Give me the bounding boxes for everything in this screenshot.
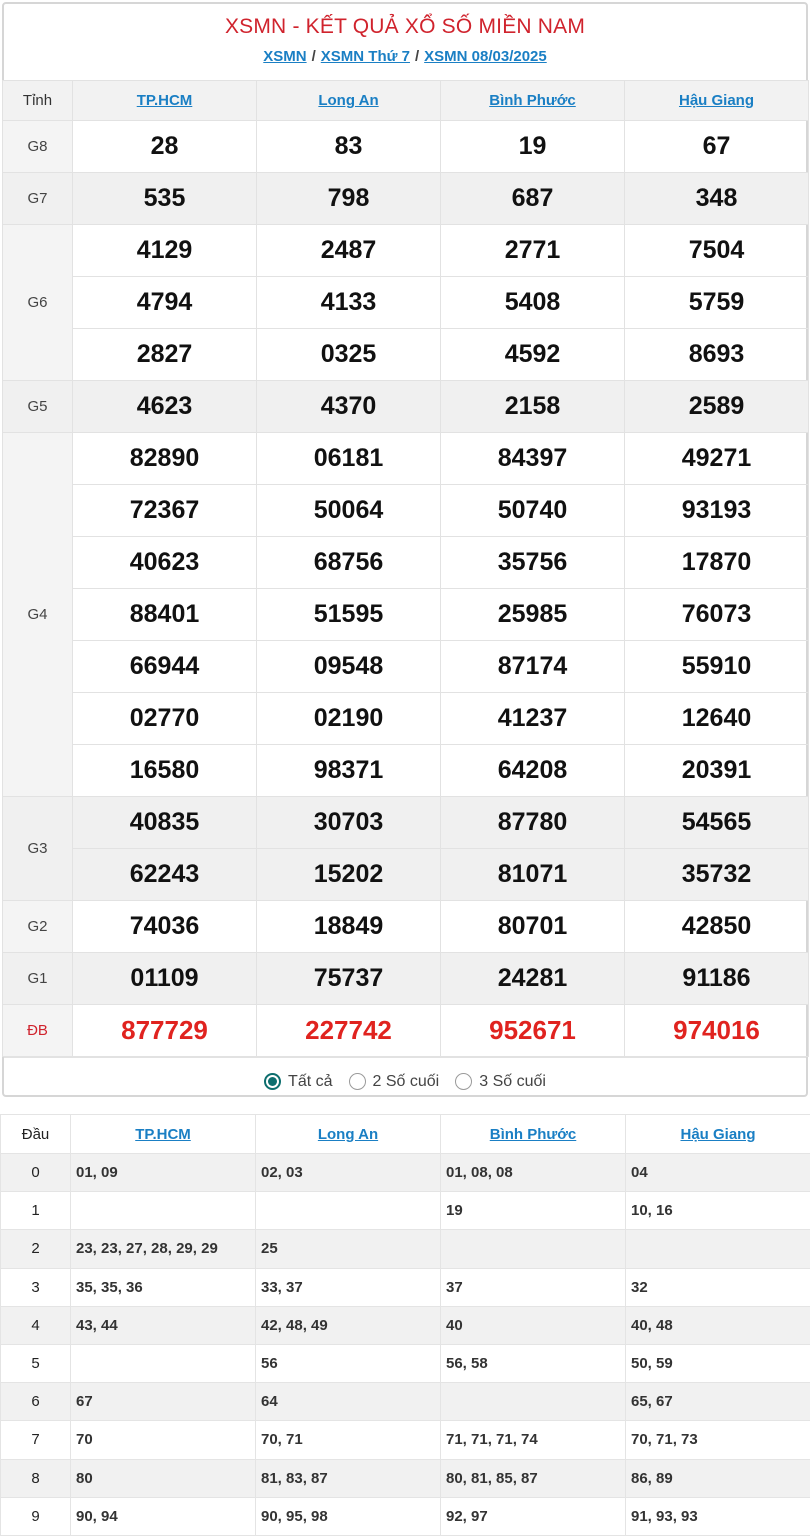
prize-row — [3, 485, 809, 537]
head-digit-row — [1, 1497, 810, 1535]
tail-values: 32 — [626, 1268, 810, 1306]
prize-number: 15202 — [257, 849, 441, 901]
prize-number: 72367 — [73, 485, 257, 537]
prize-row — [3, 433, 809, 485]
province-header — [625, 81, 809, 121]
tail-values: 86, 89 — [626, 1459, 810, 1497]
province-header — [626, 1115, 810, 1154]
prize-number: 75737 — [257, 953, 441, 1005]
head-digit: 3 — [1, 1268, 71, 1306]
tail-values: 23, 23, 27, 28, 29, 29 — [71, 1230, 256, 1268]
head-digit-row — [1, 1344, 810, 1382]
tail-values: 40, 48 — [626, 1306, 810, 1344]
prize-label: G8 — [3, 121, 73, 173]
tail-values: 40 — [441, 1306, 626, 1344]
province-header — [256, 1115, 441, 1154]
head-digit-row — [1, 1192, 810, 1230]
digit-filter — [4, 1057, 806, 1105]
tail-values: 70 — [71, 1421, 256, 1459]
breadcrumb-date-link[interactable]: XSMN 08/03/2025 — [424, 48, 547, 65]
prize-number: 5408 — [441, 277, 625, 329]
prize-number: 28 — [73, 121, 257, 173]
head-digit: 0 — [1, 1154, 71, 1192]
province-header — [441, 1115, 626, 1154]
tail-values: 64 — [256, 1383, 441, 1421]
tail-values: 04 — [626, 1154, 810, 1192]
head-digit-body — [1, 1154, 810, 1536]
province-column-label: Tỉnh — [3, 81, 73, 121]
tail-values: 56 — [256, 1344, 441, 1382]
tail-values: 81, 83, 87 — [256, 1459, 441, 1497]
prize-number: 4592 — [441, 329, 625, 381]
radio-unchecked-icon[interactable] — [349, 1073, 366, 1090]
prize-number: 80701 — [441, 901, 625, 953]
head-digit-row — [1, 1230, 810, 1268]
tail-values: 50, 59 — [626, 1344, 810, 1382]
prize-row — [3, 797, 809, 849]
special-prize-number: 974016 — [625, 1005, 809, 1057]
tail-values — [441, 1383, 626, 1421]
prize-row — [3, 537, 809, 589]
prize-number: 20391 — [625, 745, 809, 797]
head-digit: 2 — [1, 1230, 71, 1268]
tail-values: 19 — [441, 1192, 626, 1230]
tail-values: 80, 81, 85, 87 — [441, 1459, 626, 1497]
tail-values — [71, 1192, 256, 1230]
prize-number: 42850 — [625, 901, 809, 953]
filter-option-2-digits[interactable] — [349, 1073, 440, 1091]
prize-row — [3, 121, 809, 173]
prize-number: 4370 — [257, 381, 441, 433]
prize-number: 25985 — [441, 589, 625, 641]
tail-values: 70, 71, 73 — [626, 1421, 810, 1459]
prize-number: 84397 — [441, 433, 625, 485]
special-prize-number: 952671 — [441, 1005, 625, 1057]
results-body — [3, 121, 809, 1057]
prize-number: 82890 — [73, 433, 257, 485]
breadcrumb — [4, 48, 806, 80]
prize-number: 12640 — [625, 693, 809, 745]
prize-number: 91186 — [625, 953, 809, 1005]
tail-values: 25 — [256, 1230, 441, 1268]
province-link-long-an[interactable]: Long An — [318, 92, 378, 109]
head-digit: 7 — [1, 1421, 71, 1459]
tail-values: 80 — [71, 1459, 256, 1497]
province-header — [257, 81, 441, 121]
breadcrumb-separator: / — [312, 48, 316, 65]
prize-number: 687 — [441, 173, 625, 225]
province-header — [73, 81, 257, 121]
head-digit: 1 — [1, 1192, 71, 1230]
breadcrumb-weekday-link[interactable]: XSMN Thứ 7 — [321, 48, 410, 65]
prize-row — [3, 329, 809, 381]
prize-number: 06181 — [257, 433, 441, 485]
page-title: XSMN - KẾT QUẢ XỔ SỐ MIỀN NAM — [4, 4, 806, 48]
prize-label: G6 — [3, 225, 73, 381]
prize-number: 18849 — [257, 901, 441, 953]
prize-number: 348 — [625, 173, 809, 225]
prize-number: 81071 — [441, 849, 625, 901]
prize-number: 74036 — [73, 901, 257, 953]
prize-number: 67 — [625, 121, 809, 173]
prize-number: 93193 — [625, 485, 809, 537]
prize-number: 16580 — [73, 745, 257, 797]
head-digit-row — [1, 1459, 810, 1497]
prize-number: 0325 — [257, 329, 441, 381]
prize-number: 87780 — [441, 797, 625, 849]
tail-values: 35, 35, 36 — [71, 1268, 256, 1306]
prize-row — [3, 849, 809, 901]
tail-values: 91, 93, 93 — [626, 1497, 810, 1535]
prize-row — [3, 589, 809, 641]
head-digit-table — [0, 1114, 810, 1536]
prize-number: 2487 — [257, 225, 441, 277]
prize-number: 7504 — [625, 225, 809, 277]
tail-values: 02, 03 — [256, 1154, 441, 1192]
filter-option-3-digits[interactable] — [455, 1073, 546, 1091]
prize-number: 24281 — [441, 953, 625, 1005]
tail-values — [71, 1344, 256, 1382]
head-digit: 6 — [1, 1383, 71, 1421]
prize-number: 35756 — [441, 537, 625, 589]
province-link-binh-phuoc[interactable]: Bình Phước — [490, 1126, 577, 1143]
province-header — [441, 81, 625, 121]
province-link-hau-giang[interactable]: Hậu Giang — [679, 92, 754, 109]
breadcrumb-xsmn-link[interactable]: XSMN — [263, 48, 306, 65]
filter-option-label: 2 Số cuối — [373, 1073, 440, 1091]
prize-number: 4794 — [73, 277, 257, 329]
prize-number: 2589 — [625, 381, 809, 433]
prize-label: G2 — [3, 901, 73, 953]
special-prize-number: 227742 — [257, 1005, 441, 1057]
tail-values: 56, 58 — [441, 1344, 626, 1382]
breadcrumb-separator: / — [415, 48, 419, 65]
prize-label: ĐB — [3, 1005, 73, 1057]
tail-values: 90, 94 — [71, 1497, 256, 1535]
prize-number: 40623 — [73, 537, 257, 589]
tail-values: 70, 71 — [256, 1421, 441, 1459]
head-digit-row — [1, 1268, 810, 1306]
prize-number: 76073 — [625, 589, 809, 641]
tail-values: 33, 37 — [256, 1268, 441, 1306]
head-digit-row — [1, 1383, 810, 1421]
head-digit-row — [1, 1154, 810, 1192]
head-digit: 4 — [1, 1306, 71, 1344]
prize-row — [3, 901, 809, 953]
prize-label: G7 — [3, 173, 73, 225]
prize-number: 535 — [73, 173, 257, 225]
prize-row — [3, 693, 809, 745]
filter-option-label: Tất cả — [288, 1073, 332, 1091]
tail-values — [626, 1230, 810, 1268]
prize-number: 4133 — [257, 277, 441, 329]
prize-number: 19 — [441, 121, 625, 173]
radio-checked-icon[interactable] — [264, 1073, 281, 1090]
prize-row — [3, 277, 809, 329]
head-digit-header-row — [1, 1115, 810, 1154]
prize-row — [3, 173, 809, 225]
prize-number: 68756 — [257, 537, 441, 589]
radio-unchecked-icon[interactable] — [455, 1073, 472, 1090]
head-digit: 9 — [1, 1497, 71, 1535]
prize-label: G4 — [3, 433, 73, 797]
prize-number: 17870 — [625, 537, 809, 589]
prize-number: 09548 — [257, 641, 441, 693]
tail-values: 67 — [71, 1383, 256, 1421]
prize-number: 98371 — [257, 745, 441, 797]
province-link-tphcm[interactable]: TP.HCM — [137, 92, 193, 109]
province-link-long-an[interactable]: Long An — [318, 1126, 378, 1143]
head-digit-column-label: Đầu — [1, 1115, 71, 1154]
results-table — [2, 80, 809, 1057]
prize-row — [3, 225, 809, 277]
prize-number: 5759 — [625, 277, 809, 329]
tail-values: 90, 95, 98 — [256, 1497, 441, 1535]
prize-label: G5 — [3, 381, 73, 433]
prize-row — [3, 381, 809, 433]
prize-number: 55910 — [625, 641, 809, 693]
province-link-binh-phuoc[interactable]: Bình Phước — [489, 92, 576, 109]
prize-row — [3, 953, 809, 1005]
prize-number: 35732 — [625, 849, 809, 901]
tail-values: 43, 44 — [71, 1306, 256, 1344]
prize-number: 01109 — [73, 953, 257, 1005]
prize-number: 87174 — [441, 641, 625, 693]
prize-number: 2827 — [73, 329, 257, 381]
tail-values: 92, 97 — [441, 1497, 626, 1535]
prize-number: 54565 — [625, 797, 809, 849]
prize-number: 2158 — [441, 381, 625, 433]
prize-label: G3 — [3, 797, 73, 901]
head-digit-row — [1, 1306, 810, 1344]
prize-number: 51595 — [257, 589, 441, 641]
prize-number: 62243 — [73, 849, 257, 901]
tail-values: 01, 08, 08 — [441, 1154, 626, 1192]
prize-number: 50740 — [441, 485, 625, 537]
province-link-hau-giang[interactable]: Hậu Giang — [680, 1126, 755, 1143]
prize-number: 4129 — [73, 225, 257, 277]
prize-row — [3, 1005, 809, 1057]
prize-number: 40835 — [73, 797, 257, 849]
tail-values: 42, 48, 49 — [256, 1306, 441, 1344]
filter-option-all[interactable] — [264, 1073, 332, 1091]
prize-row — [3, 745, 809, 797]
results-card — [2, 2, 808, 1097]
head-digit: 5 — [1, 1344, 71, 1382]
prize-number: 49271 — [625, 433, 809, 485]
tail-values: 65, 67 — [626, 1383, 810, 1421]
province-header — [71, 1115, 256, 1154]
prize-number: 83 — [257, 121, 441, 173]
tail-values — [441, 1230, 626, 1268]
prize-number: 30703 — [257, 797, 441, 849]
head-digit-row — [1, 1421, 810, 1459]
head-digit: 8 — [1, 1459, 71, 1497]
tail-values: 01, 09 — [71, 1154, 256, 1192]
prize-number: 4623 — [73, 381, 257, 433]
province-link-tphcm[interactable]: TP.HCM — [135, 1126, 191, 1143]
tail-values: 71, 71, 71, 74 — [441, 1421, 626, 1459]
tail-values — [256, 1192, 441, 1230]
prize-number: 798 — [257, 173, 441, 225]
prize-number: 50064 — [257, 485, 441, 537]
prize-row — [3, 641, 809, 693]
prize-number: 02190 — [257, 693, 441, 745]
filter-option-label: 3 Số cuối — [479, 1073, 546, 1091]
prize-number: 41237 — [441, 693, 625, 745]
results-header-row — [3, 81, 809, 121]
prize-number: 88401 — [73, 589, 257, 641]
prize-number: 64208 — [441, 745, 625, 797]
prize-number: 8693 — [625, 329, 809, 381]
special-prize-number: 877729 — [73, 1005, 257, 1057]
prize-number: 02770 — [73, 693, 257, 745]
tail-values: 37 — [441, 1268, 626, 1306]
prize-number: 2771 — [441, 225, 625, 277]
tail-values: 10, 16 — [626, 1192, 810, 1230]
prize-label: G1 — [3, 953, 73, 1005]
prize-number: 66944 — [73, 641, 257, 693]
